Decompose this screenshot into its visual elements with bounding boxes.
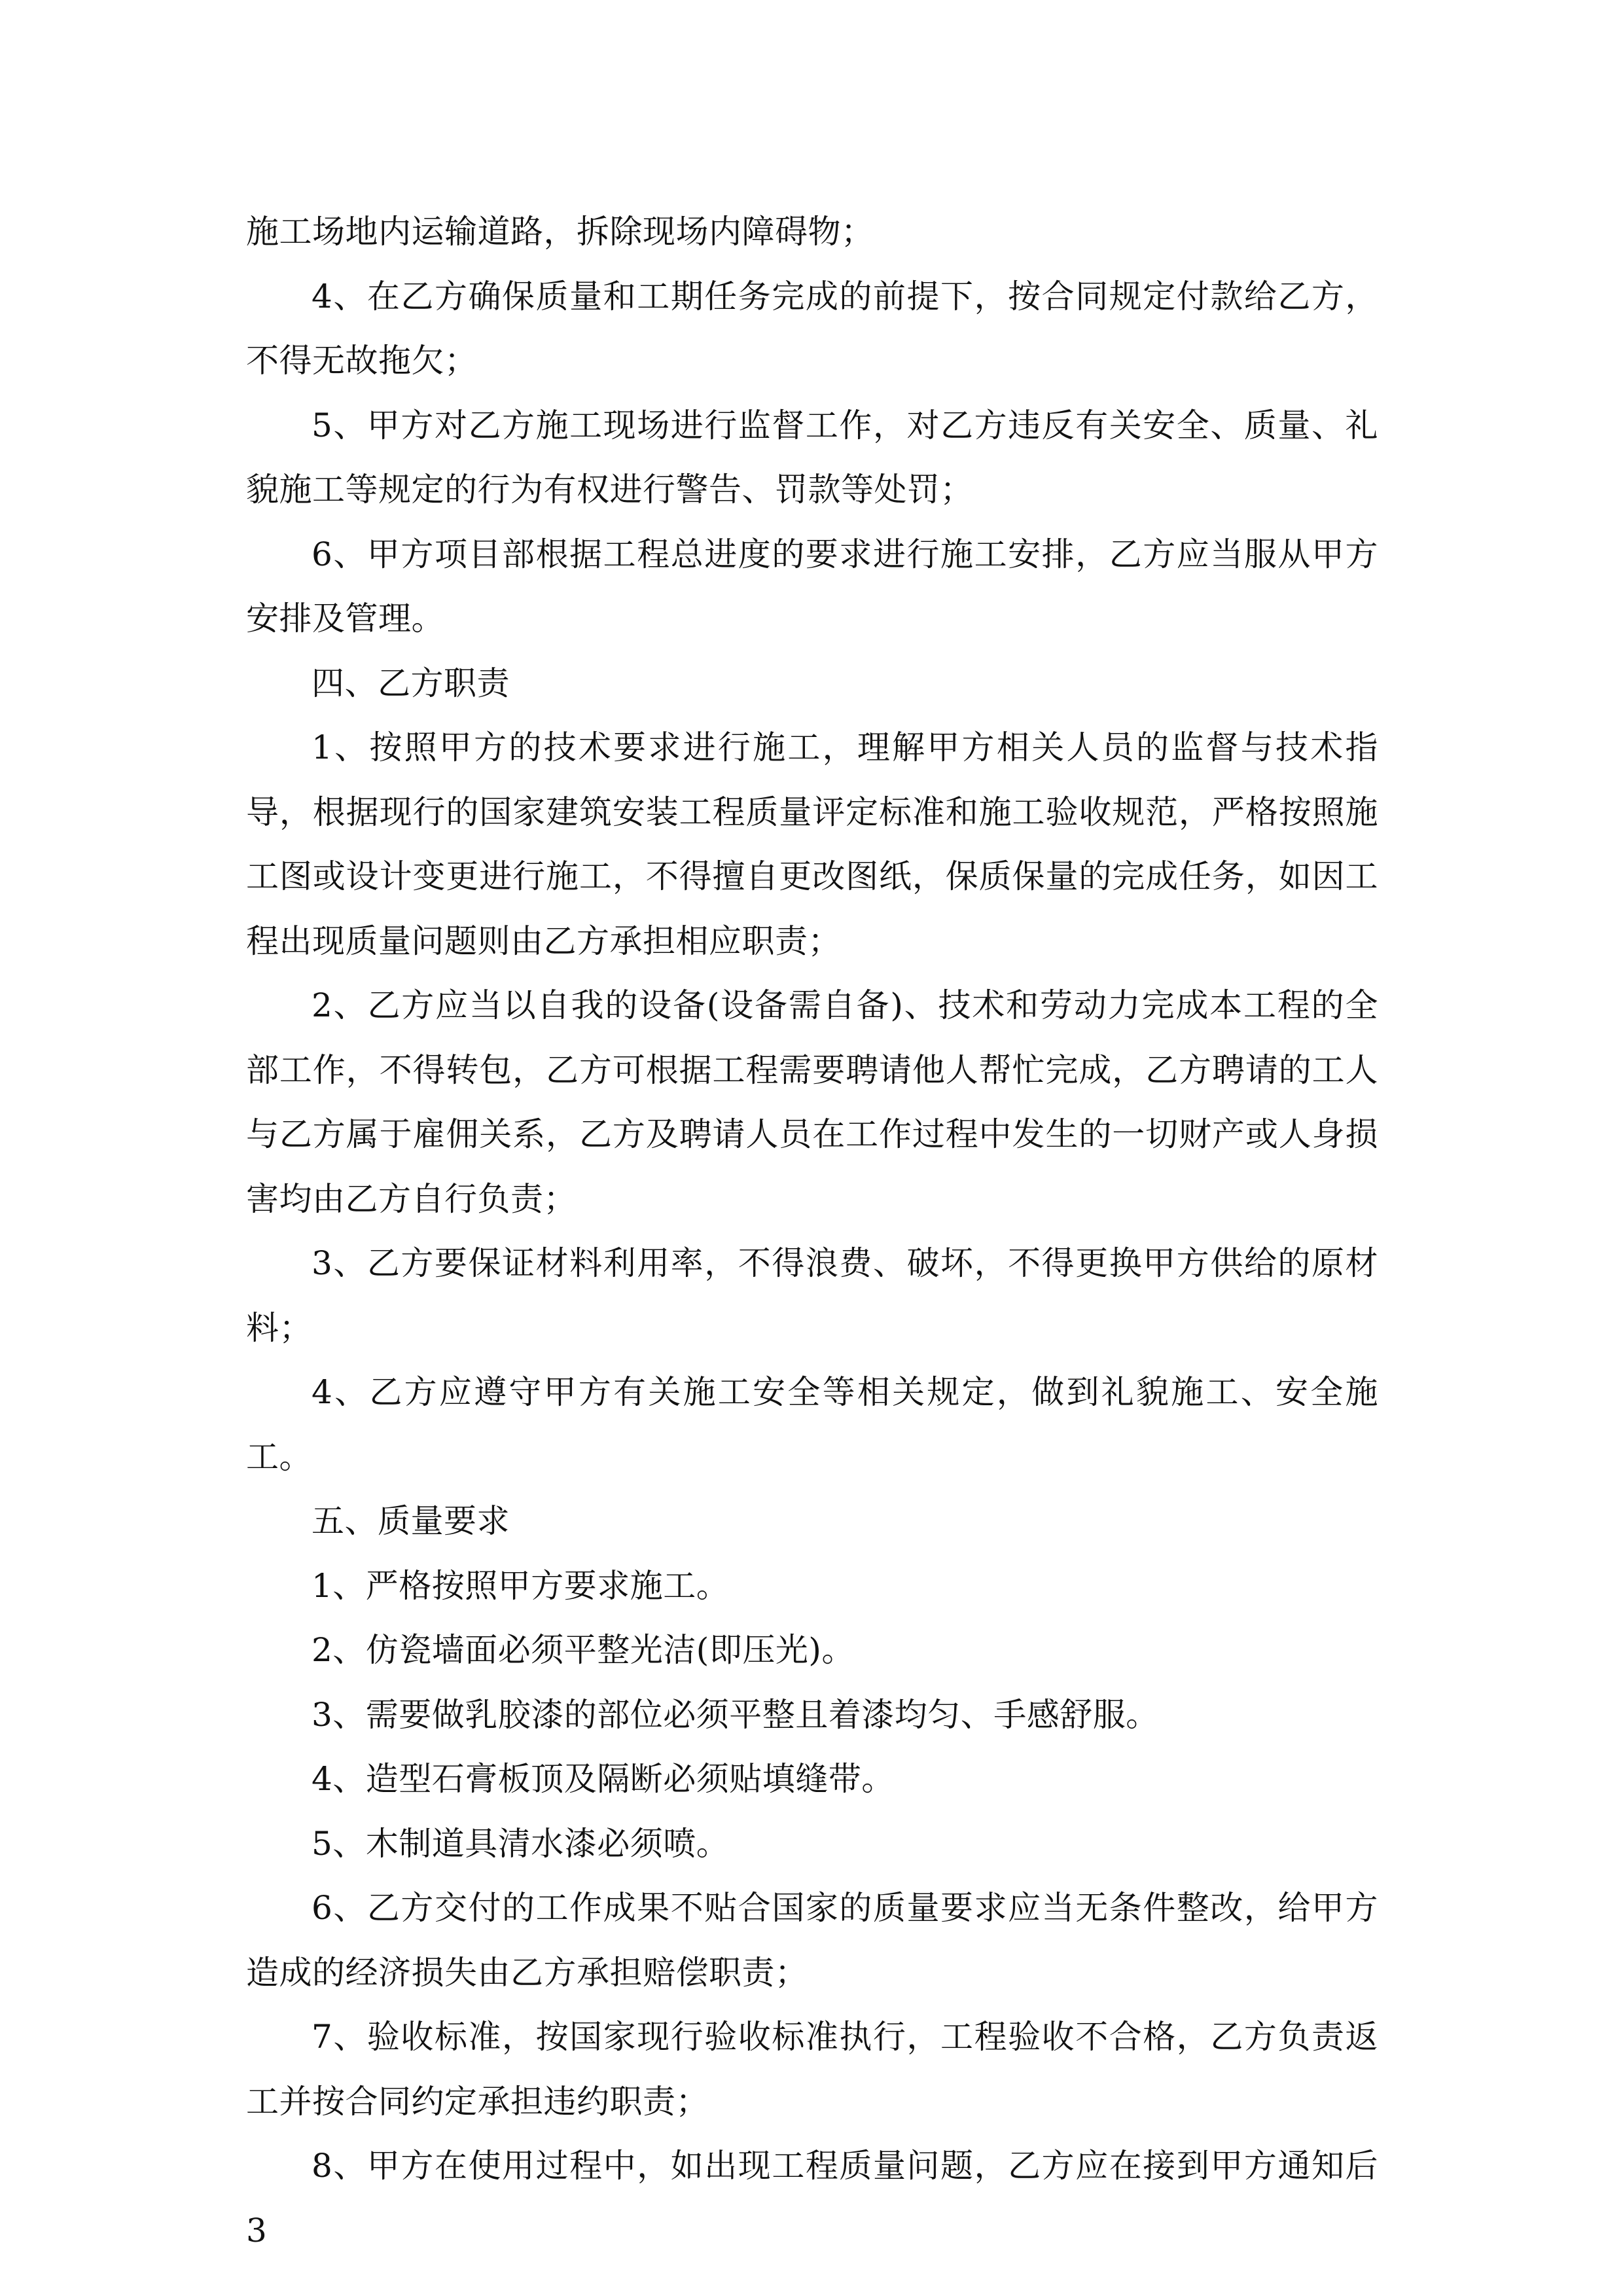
paragraph-party-b-materials: 3、乙方要保证材料利用率，不得浪费、破坏，不得更换甲方供给的原材料；	[246, 1244, 1378, 1347]
paragraph-quality-3: 3、需要做乳胶漆的部位必须平整且着漆均匀、手感舒服。	[312, 1695, 1159, 1734]
section-heading-party-b-duties: 四、乙方职责	[312, 664, 510, 702]
paragraph-quality-7: 7、验收标准，按国家现行验收标准执行，工程验收不合格，乙方负责返工并按合同约定承担违约职责；	[246, 2018, 1378, 2121]
paragraph-party-b-technical: 1、按照甲方的技术要求进行施工，理解甲方相关人员的监督与技术指导，根据现行的国家建筑安装工程质量评定标准和施工验收规范，严格按照施工图或设计变更进行施工，不得擅自更改图纸，保质保量的完成任务，如因工程出现质量问题则由乙方承担相应职责；	[246, 728, 1378, 960]
paragraph-party-a-scheduling: 6、甲方项目部根据工程总进度的要求进行施工安排，乙方应当服从甲方安排及管理。	[246, 535, 1378, 637]
paragraph-party-b-equipment: 2、乙方应当以自我的设备(设备需自备)、技术和劳动力完成本工程的全部工作，不得转包，乙方可根据工程需要聘请他人帮忙完成，乙方聘请的工人与乙方属于雇佣关系，乙方及聘请人员在工作过程中发生的一切财产或人身损害均由乙方自行负责；	[246, 986, 1378, 1218]
contract-body	[246, 200, 1378, 2263]
paragraph-site-roads: 施工场地内运输道路，拆除现场内障碍物；	[246, 213, 874, 251]
paragraph-quality-2: 2、仿瓷墙面必须平整光洁(即压光)。	[312, 1631, 855, 1669]
paragraph-party-a-payment: 4、在乙方确保质量和工期任务完成的前提下，按合同规定付款给乙方，不得无故拖欠；	[246, 277, 1378, 380]
paragraph-quality-1: 1、严格按照甲方要求施工。	[312, 1566, 730, 1605]
section-heading-quality: 五、质量要求	[312, 1502, 510, 1540]
paragraph-quality-6: 6、乙方交付的工作成果不贴合国家的质量要求应当无条件整改，给甲方造成的经济损失由乙方承担赔偿职责；	[246, 1889, 1378, 1992]
paragraph-quality-8: 8、甲方在使用过程中，如出现工程质量问题，乙方应在接到甲方通知后3	[246, 2147, 1378, 2250]
paragraph-party-b-safety: 4、乙方应遵守甲方有关施工安全等相关规定，做到礼貌施工、安全施工。	[246, 1373, 1378, 1476]
paragraph-party-a-supervision: 5、甲方对乙方施工现场进行监督工作，对乙方违反有关安全、质量、礼貌施工等规定的行为有权进行警告、罚款等处罚；	[246, 406, 1378, 509]
paragraph-quality-5: 5、木制道具清水漆必须喷。	[312, 1824, 730, 1863]
paragraph-quality-4: 4、造型石膏板顶及隔断必须贴填缝带。	[312, 1760, 895, 1798]
